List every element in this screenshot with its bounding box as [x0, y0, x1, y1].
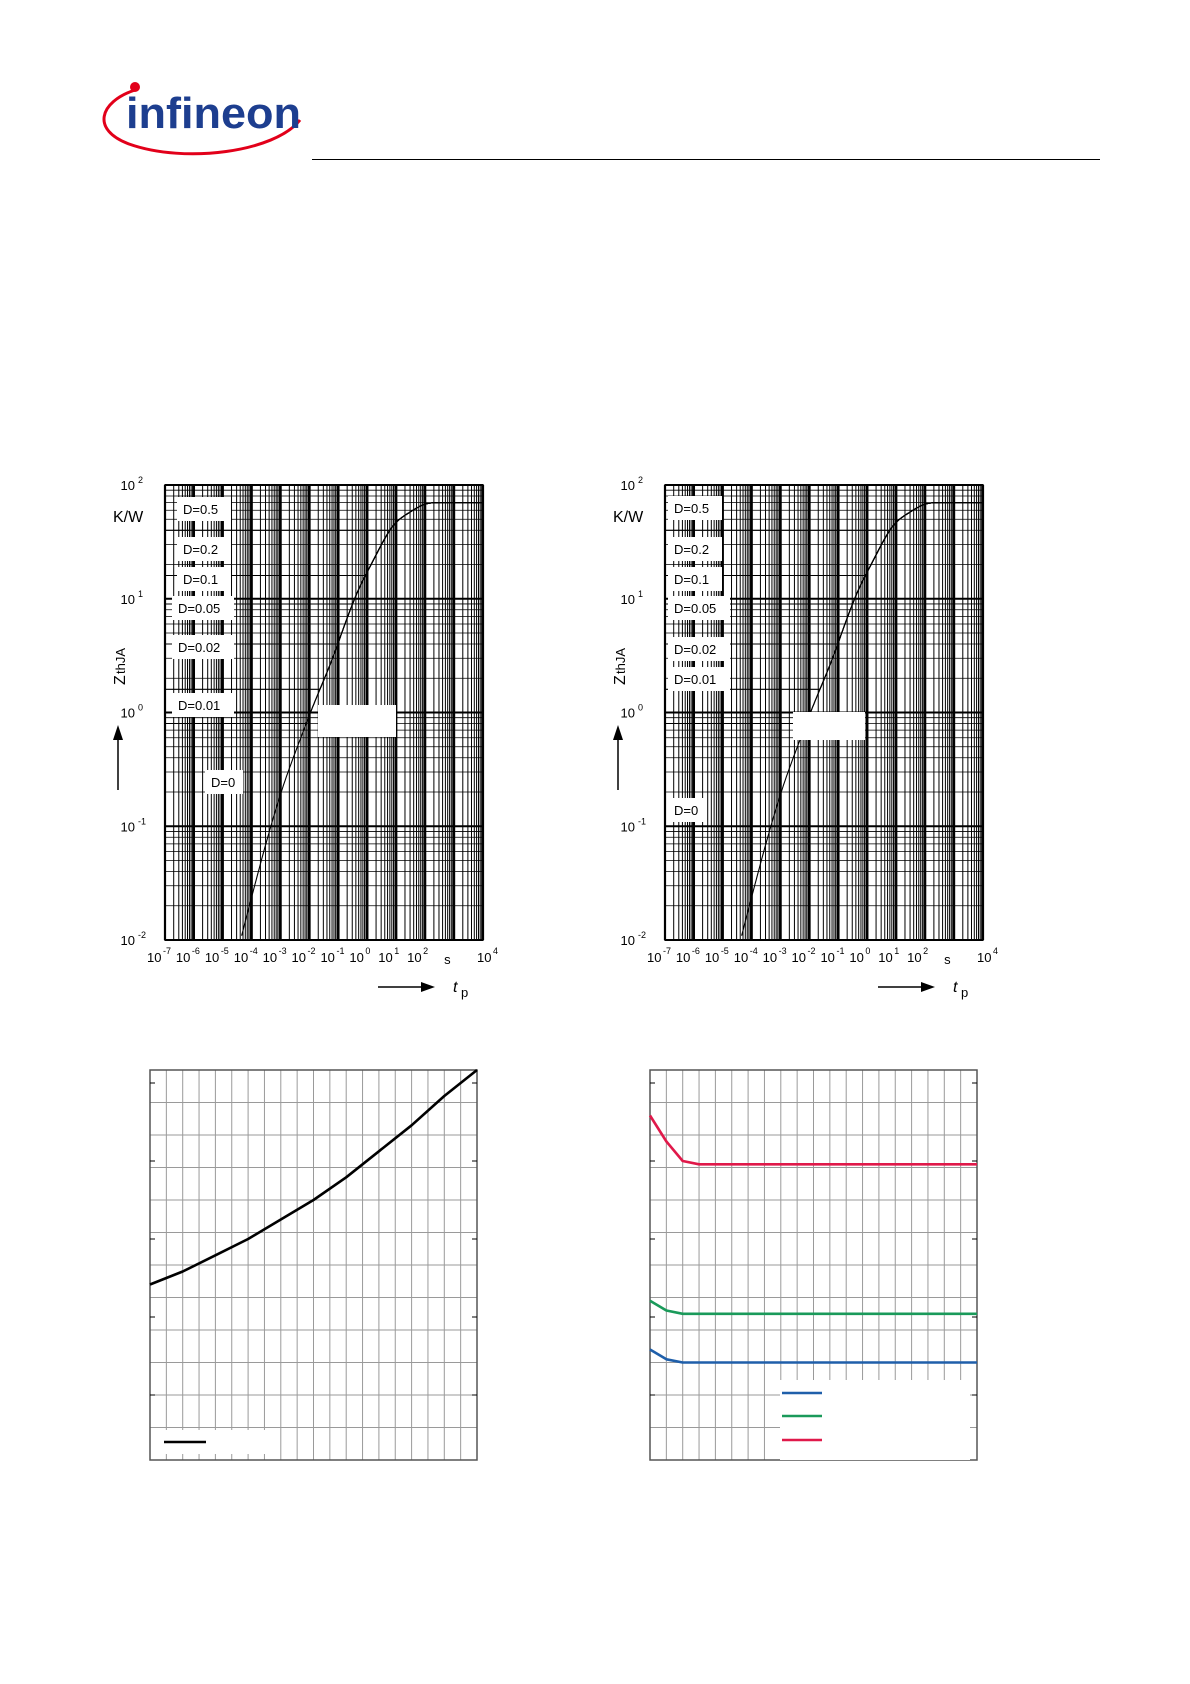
- arrow-right-icon: [921, 982, 935, 992]
- duty-cycle-label: D=0.02: [178, 640, 221, 655]
- x-tick-label: 10: [907, 950, 922, 965]
- y-tick-exponent: 2: [138, 475, 144, 485]
- x-tick-exponent: 1: [394, 946, 400, 956]
- y-tick-exponent: 0: [638, 702, 644, 713]
- x-tick-exponent: -3: [778, 946, 787, 956]
- zth-chart-left: [100, 455, 560, 1000]
- x-tick-label: 10: [704, 950, 720, 965]
- y-tick-exponent: -1: [638, 816, 647, 827]
- x-tick-exponent: -4: [249, 946, 258, 956]
- y-tick-label: 10: [120, 933, 135, 948]
- y-unit-label: K/W: [113, 509, 144, 526]
- x-tick-label: 10: [262, 950, 278, 965]
- x-axis-title: t: [453, 979, 458, 996]
- x-tick-exponent: -2: [307, 946, 316, 956]
- blank-annotation-box: [318, 705, 396, 737]
- x-tick-exponent: -7: [663, 946, 672, 956]
- x-tick-exponent: -4: [749, 946, 758, 956]
- x-axis-subscript: p: [461, 985, 469, 1000]
- logo-wordmark: infineon: [126, 89, 301, 138]
- x-tick-exponent: 0: [365, 946, 371, 956]
- x-tick-label: 10: [977, 950, 992, 965]
- x-tick-label: 10: [647, 950, 662, 965]
- x-tick-exponent: -1: [836, 946, 845, 956]
- x-unit-label: s: [444, 952, 451, 967]
- y-tick-exponent: 2: [638, 475, 644, 485]
- x-tick-exponent: -3: [278, 946, 287, 956]
- duty-cycle-label: D=0.2: [674, 542, 710, 557]
- x-tick-exponent: -2: [807, 946, 816, 956]
- x-tick-exponent: -6: [691, 946, 700, 956]
- y-axis-subscript: thJA: [613, 647, 628, 674]
- x-tick-exponent: 4: [493, 946, 499, 956]
- y-axis-title: Z: [112, 675, 129, 685]
- duty-cycle-label: D=0: [674, 803, 699, 818]
- duty-cycle-label: D=0.5: [183, 502, 219, 517]
- arrow-up-icon: [613, 725, 623, 740]
- infineon-logo: [95, 68, 310, 158]
- duty-cycle-label: D=0.01: [178, 698, 221, 713]
- y-tick-exponent: 1: [638, 588, 644, 599]
- x-tick-exponent: -6: [191, 946, 200, 956]
- y-tick-label: 10: [120, 478, 135, 493]
- duty-cycle-label: D=0.1: [674, 572, 710, 587]
- duty-cycle-label: D=0.05: [178, 601, 221, 616]
- x-tick-label: 10: [147, 950, 162, 965]
- y-tick-exponent: -2: [138, 930, 147, 940]
- duty-cycle-label: D=0.5: [674, 501, 710, 516]
- zth-chart-right: [600, 455, 1060, 1000]
- duty-cycle-label: D=0.2: [183, 542, 219, 557]
- duty-cycle-label: D=0.02: [674, 642, 717, 657]
- x-unit-label: s: [944, 952, 951, 967]
- y-tick-label: 10: [620, 478, 635, 493]
- x-tick-label: 10: [878, 950, 893, 965]
- x-tick-label: 10: [291, 950, 307, 965]
- x-tick-label: 10: [733, 950, 749, 965]
- y-tick-label: 10: [120, 591, 135, 607]
- y-tick-label: 10: [620, 819, 635, 835]
- x-tick-label: 10: [762, 950, 778, 965]
- y-tick-exponent: 1: [138, 588, 144, 599]
- arrow-up-icon: [113, 725, 123, 740]
- x-tick-exponent: 0: [865, 946, 871, 956]
- x-tick-exponent: -1: [336, 946, 345, 956]
- x-tick-exponent: 2: [423, 946, 429, 956]
- duty-cycle-label: D=0.05: [674, 601, 717, 616]
- x-tick-exponent: -7: [163, 946, 172, 956]
- y-unit-label: K/W: [613, 509, 644, 526]
- y-tick-label: 10: [620, 591, 635, 607]
- y-axis-subscript: thJA: [113, 647, 128, 674]
- duty-cycle-label: D=0.01: [674, 672, 717, 687]
- x-tick-label: 10: [477, 950, 492, 965]
- duty-cycle-label: D=0.1: [183, 572, 219, 587]
- x-tick-label: 10: [175, 950, 191, 965]
- x-tick-label: 10: [378, 950, 393, 965]
- x-tick-label: 10: [820, 950, 835, 965]
- x-tick-label: 10: [204, 950, 220, 965]
- y-tick-label: 10: [120, 819, 135, 835]
- x-tick-label: 10: [407, 950, 422, 965]
- x-tick-label: 10: [791, 950, 807, 965]
- header-rule: [312, 159, 1100, 160]
- bottom-right-chart: [650, 1070, 1030, 1510]
- y-tick-exponent: -1: [138, 816, 147, 827]
- x-tick-exponent: 4: [993, 946, 999, 956]
- y-tick-exponent: 0: [138, 702, 144, 713]
- x-tick-label: 10: [320, 950, 335, 965]
- x-tick-exponent: 2: [923, 946, 929, 956]
- x-tick-label: 10: [233, 950, 249, 965]
- y-tick-label: 10: [620, 705, 635, 721]
- x-tick-label: 10: [349, 950, 364, 965]
- blank-annotation-box: [793, 712, 865, 740]
- x-tick-exponent: -5: [720, 946, 729, 956]
- arrow-right-icon: [421, 982, 435, 992]
- x-tick-label: 10: [849, 950, 864, 965]
- x-axis-title: t: [953, 979, 958, 996]
- y-tick-label: 10: [620, 933, 635, 948]
- x-tick-exponent: 1: [894, 946, 900, 956]
- bottom-left-chart: [150, 1070, 530, 1510]
- y-axis-title: Z: [612, 675, 629, 685]
- x-tick-label: 10: [675, 950, 691, 965]
- y-tick-label: 10: [120, 705, 135, 721]
- x-axis-subscript: p: [961, 985, 969, 1000]
- x-tick-exponent: -5: [220, 946, 229, 956]
- y-tick-exponent: -2: [638, 930, 647, 940]
- duty-cycle-label: D=0: [211, 775, 236, 790]
